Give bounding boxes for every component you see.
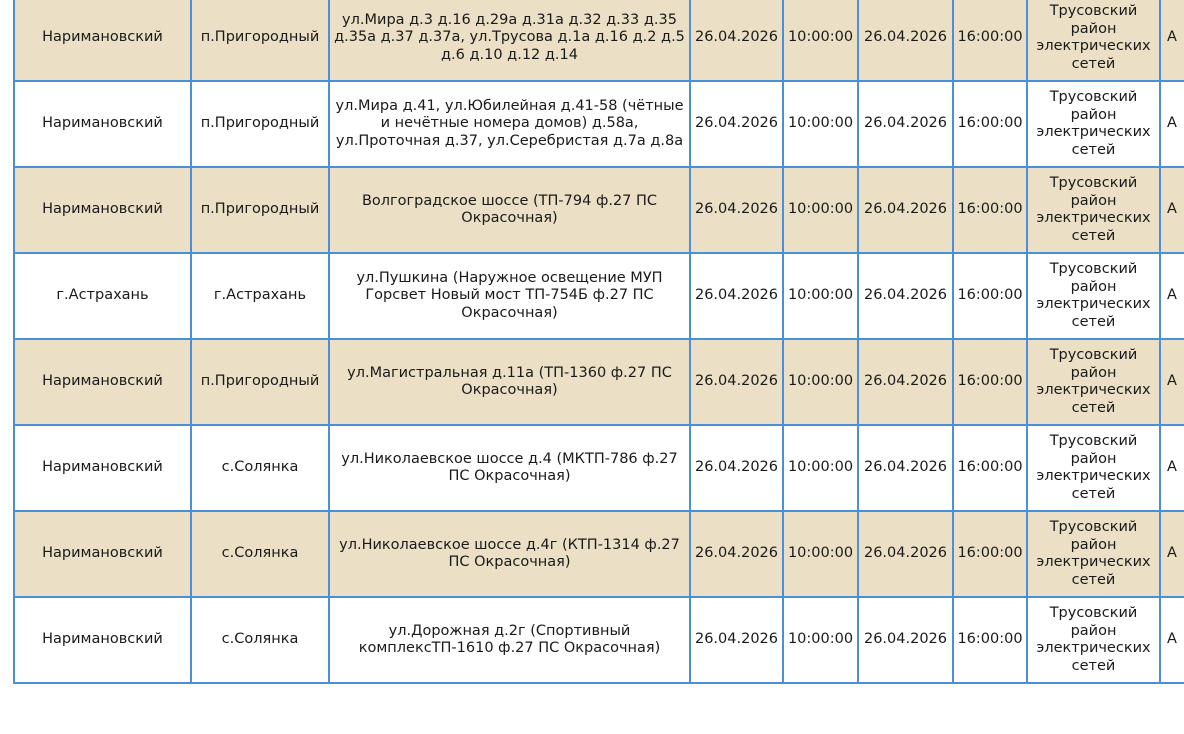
end-date-cell: 26.04.2026 <box>858 0 953 81</box>
table-row <box>14 167 1184 253</box>
start-date-cell: 26.04.2026 <box>690 425 783 511</box>
locality-cell: п.Пригородный <box>191 167 329 253</box>
locality-cell: п.Пригородный <box>191 81 329 167</box>
table-row <box>14 81 1184 167</box>
end-time-cell: 16:00:00 <box>953 597 1027 683</box>
end-time-cell: 16:00:00 <box>953 425 1027 511</box>
district-cell: Наримановский <box>14 81 191 167</box>
end-date-cell: 26.04.2026 <box>858 253 953 339</box>
extra-cell: А <box>1160 597 1184 683</box>
locality-cell: с.Солянка <box>191 597 329 683</box>
table-row <box>14 511 1184 597</box>
end-date-cell: 26.04.2026 <box>858 511 953 597</box>
address-cell: ул.Пушкина (Наружное освещение МУП Горсвет Новый мост ТП-754Б ф.27 ПС Окрасочная) <box>329 253 690 339</box>
start-date-cell: 26.04.2026 <box>690 253 783 339</box>
extra-cell: А <box>1160 81 1184 167</box>
locality-cell: г.Астрахань <box>191 253 329 339</box>
start-date-cell: 26.04.2026 <box>690 81 783 167</box>
district-cell: Наримановский <box>14 425 191 511</box>
end-date-cell: 26.04.2026 <box>858 425 953 511</box>
start-date-cell: 26.04.2026 <box>690 0 783 81</box>
end-date-cell: 26.04.2026 <box>858 167 953 253</box>
network-cell: Трусовский район электрических сетей <box>1027 81 1160 167</box>
start-date-cell: 26.04.2026 <box>690 339 783 425</box>
network-cell: Трусовский район электрических сетей <box>1027 253 1160 339</box>
address-cell: ул.Мира д.3 д.16 д.29а д.31а д.32 д.33 д.35 д.35а д.37 д.37а, ул.Трусова д.1а д.16 д.2 д.5 д.6 д.10 д.12 д.14 <box>329 0 690 81</box>
district-cell: Наримановский <box>14 167 191 253</box>
network-cell: Трусовский район электрических сетей <box>1027 425 1160 511</box>
start-date-cell: 26.04.2026 <box>690 511 783 597</box>
start-time-cell: 10:00:00 <box>783 0 858 81</box>
start-time-cell: 10:00:00 <box>783 597 858 683</box>
district-cell: Наримановский <box>14 511 191 597</box>
end-date-cell: 26.04.2026 <box>858 597 953 683</box>
extra-cell: А <box>1160 167 1184 253</box>
end-time-cell: 16:00:00 <box>953 167 1027 253</box>
start-time-cell: 10:00:00 <box>783 425 858 511</box>
start-time-cell: 10:00:00 <box>783 339 858 425</box>
outage-schedule-table <box>13 0 1184 684</box>
start-date-cell: 26.04.2026 <box>690 597 783 683</box>
network-cell: Трусовский район электрических сетей <box>1027 597 1160 683</box>
locality-cell: с.Солянка <box>191 425 329 511</box>
end-time-cell: 16:00:00 <box>953 81 1027 167</box>
extra-cell: А <box>1160 0 1184 81</box>
address-cell: ул.Николаевское шоссе д.4 (МКТП-786 ф.27 ПС Окрасочная) <box>329 425 690 511</box>
start-time-cell: 10:00:00 <box>783 81 858 167</box>
table-row <box>14 339 1184 425</box>
table-row <box>14 425 1184 511</box>
start-time-cell: 10:00:00 <box>783 167 858 253</box>
outage-table-container <box>13 0 1183 684</box>
locality-cell: п.Пригородный <box>191 339 329 425</box>
network-cell: Трусовский район электрических сетей <box>1027 511 1160 597</box>
end-time-cell: 16:00:00 <box>953 0 1027 81</box>
network-cell: Трусовский район электрических сетей <box>1027 167 1160 253</box>
address-cell: ул.Дорожная д.2г (Спортивный комплексТП-1610 ф.27 ПС Окрасочная) <box>329 597 690 683</box>
table-row <box>14 597 1184 683</box>
end-time-cell: 16:00:00 <box>953 511 1027 597</box>
address-cell: Волгоградское шоссе (ТП-794 ф.27 ПС Окрасочная) <box>329 167 690 253</box>
extra-cell: А <box>1160 339 1184 425</box>
district-cell: г.Астрахань <box>14 253 191 339</box>
address-cell: ул.Магистральная д.11а (ТП-1360 ф.27 ПС Окрасочная) <box>329 339 690 425</box>
table-row <box>14 0 1184 81</box>
district-cell: Наримановский <box>14 339 191 425</box>
network-cell: Трусовский район электрических сетей <box>1027 339 1160 425</box>
extra-cell: А <box>1160 511 1184 597</box>
start-time-cell: 10:00:00 <box>783 511 858 597</box>
district-cell: Наримановский <box>14 597 191 683</box>
start-time-cell: 10:00:00 <box>783 253 858 339</box>
end-date-cell: 26.04.2026 <box>858 339 953 425</box>
table-row <box>14 253 1184 339</box>
address-cell: ул.Мира д.41, ул.Юбилейная д.41-58 (чётные и нечётные номера домов) д.58а, ул.Проточная д.37, ул.Серебристая д.7а д.8а <box>329 81 690 167</box>
start-date-cell: 26.04.2026 <box>690 167 783 253</box>
extra-cell: А <box>1160 425 1184 511</box>
end-time-cell: 16:00:00 <box>953 339 1027 425</box>
district-cell: Наримановский <box>14 0 191 81</box>
locality-cell: с.Солянка <box>191 511 329 597</box>
extra-cell: А <box>1160 253 1184 339</box>
locality-cell: п.Пригородный <box>191 0 329 81</box>
network-cell: Трусовский район электрических сетей <box>1027 0 1160 81</box>
address-cell: ул.Николаевское шоссе д.4г (КТП-1314 ф.27 ПС Окрасочная) <box>329 511 690 597</box>
end-date-cell: 26.04.2026 <box>858 81 953 167</box>
end-time-cell: 16:00:00 <box>953 253 1027 339</box>
